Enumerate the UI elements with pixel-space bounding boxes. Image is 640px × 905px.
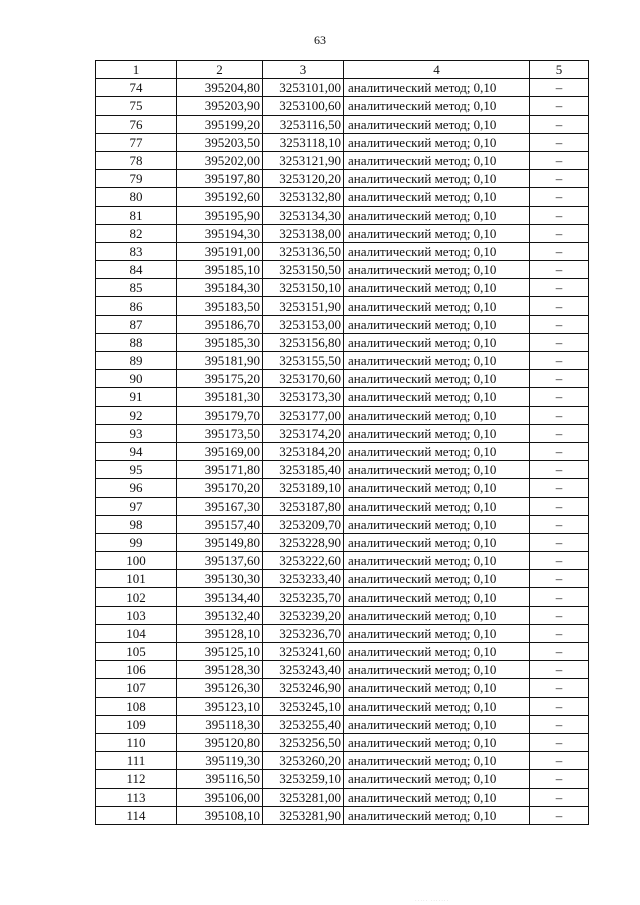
point-number-cell: 96 [96,479,177,497]
point-number-cell: 109 [96,715,177,733]
point-number-cell: 112 [96,770,177,788]
note-cell: – [530,733,589,751]
table-row [96,261,589,279]
note-cell: – [530,279,589,297]
method-accuracy-cell: аналитический метод; 0,10 [344,533,530,551]
table-row [96,442,589,460]
x-coordinate-cell: 395125,10 [177,643,263,661]
y-coordinate-cell: 3253173,30 [263,388,344,406]
x-coordinate-cell: 395128,10 [177,624,263,642]
table-row [96,479,589,497]
point-number-cell: 107 [96,679,177,697]
x-coordinate-cell: 395128,30 [177,661,263,679]
note-cell: – [530,697,589,715]
x-coordinate-cell: 395123,10 [177,697,263,715]
y-coordinate-cell: 3253209,70 [263,515,344,533]
note-cell: – [530,588,589,606]
table-row [96,224,589,242]
x-coordinate-cell: 395171,80 [177,461,263,479]
note-cell: – [530,788,589,806]
point-number-cell: 97 [96,497,177,515]
note-cell: – [530,479,589,497]
table-row [96,570,589,588]
table-row [96,170,589,188]
x-coordinate-cell: 395186,70 [177,315,263,333]
note-cell: – [530,461,589,479]
x-coordinate-cell: 395106,00 [177,788,263,806]
method-accuracy-cell: аналитический метод; 0,10 [344,315,530,333]
note-cell: – [530,643,589,661]
point-number-cell: 114 [96,806,177,824]
y-coordinate-cell: 3253255,40 [263,715,344,733]
method-accuracy-cell: аналитический метод; 0,10 [344,388,530,406]
point-number-cell: 105 [96,643,177,661]
note-cell: – [530,151,589,169]
point-number-cell: 102 [96,588,177,606]
note-cell: – [530,679,589,697]
method-accuracy-cell: аналитический метод; 0,10 [344,770,530,788]
method-accuracy-cell: аналитический метод; 0,10 [344,497,530,515]
y-coordinate-cell: 3253260,20 [263,752,344,770]
method-accuracy-cell: аналитический метод; 0,10 [344,224,530,242]
note-cell: – [530,770,589,788]
y-coordinate-cell: 3253222,60 [263,552,344,570]
header-col-5: 5 [530,61,589,79]
method-accuracy-cell: аналитический метод; 0,10 [344,442,530,460]
x-coordinate-cell: 395202,00 [177,151,263,169]
table-row [96,206,589,224]
header-col-3: 3 [263,61,344,79]
method-accuracy-cell: аналитический метод; 0,10 [344,333,530,351]
note-cell: – [530,442,589,460]
table-row [96,679,589,697]
y-coordinate-cell: 3253118,10 [263,133,344,151]
point-number-cell: 100 [96,552,177,570]
y-coordinate-cell: 3253150,50 [263,261,344,279]
note-cell: – [530,97,589,115]
point-number-cell: 83 [96,242,177,260]
x-coordinate-cell: 395116,50 [177,770,263,788]
note-cell: – [530,497,589,515]
method-accuracy-cell: аналитический метод; 0,10 [344,606,530,624]
method-accuracy-cell: аналитический метод; 0,10 [344,370,530,388]
table-row [96,352,589,370]
note-cell: – [530,570,589,588]
x-coordinate-cell: 395185,30 [177,333,263,351]
y-coordinate-cell: 3253187,80 [263,497,344,515]
x-coordinate-cell: 395181,30 [177,388,263,406]
table-row [96,315,589,333]
point-number-cell: 75 [96,97,177,115]
y-coordinate-cell: 3253174,20 [263,424,344,442]
point-number-cell: 106 [96,661,177,679]
x-coordinate-cell: 395185,10 [177,261,263,279]
y-coordinate-cell: 3253256,50 [263,733,344,751]
header-col-4: 4 [344,61,530,79]
x-coordinate-cell: 395170,20 [177,479,263,497]
note-cell: – [530,261,589,279]
note-cell: – [530,79,589,97]
x-coordinate-cell: 395167,30 [177,497,263,515]
x-coordinate-cell: 395130,30 [177,570,263,588]
method-accuracy-cell: аналитический метод; 0,10 [344,715,530,733]
method-accuracy-cell: аналитический метод; 0,10 [344,206,530,224]
point-number-cell: 89 [96,352,177,370]
y-coordinate-cell: 3253155,50 [263,352,344,370]
point-number-cell: 90 [96,370,177,388]
method-accuracy-cell: аналитический метод; 0,10 [344,424,530,442]
y-coordinate-cell: 3253134,30 [263,206,344,224]
note-cell: – [530,424,589,442]
y-coordinate-cell: 3253151,90 [263,297,344,315]
point-number-cell: 80 [96,188,177,206]
method-accuracy-cell: аналитический метод; 0,10 [344,133,530,151]
y-coordinate-cell: 3253259,10 [263,770,344,788]
method-accuracy-cell: аналитический метод; 0,10 [344,752,530,770]
x-coordinate-cell: 395192,60 [177,188,263,206]
method-accuracy-cell: аналитический метод; 0,10 [344,279,530,297]
table-row [96,297,589,315]
table-row [96,624,589,642]
note-cell: – [530,133,589,151]
point-number-cell: 108 [96,697,177,715]
table-row [96,333,589,351]
y-coordinate-cell: 3253100,60 [263,97,344,115]
y-coordinate-cell: 3253101,00 [263,79,344,97]
x-coordinate-cell: 395194,30 [177,224,263,242]
note-cell: – [530,333,589,351]
point-number-cell: 99 [96,533,177,551]
point-number-cell: 86 [96,297,177,315]
note-cell: – [530,624,589,642]
note-cell: – [530,224,589,242]
point-number-cell: 91 [96,388,177,406]
table-row [96,133,589,151]
note-cell: – [530,352,589,370]
x-coordinate-cell: 395199,20 [177,115,263,133]
point-number-cell: 111 [96,752,177,770]
x-coordinate-cell: 395175,20 [177,370,263,388]
table-row [96,752,589,770]
note-cell: – [530,388,589,406]
method-accuracy-cell: аналитический метод; 0,10 [344,151,530,169]
x-coordinate-cell: 395173,50 [177,424,263,442]
table-row [96,533,589,551]
x-coordinate-cell: 395132,40 [177,606,263,624]
point-number-cell: 88 [96,333,177,351]
point-number-cell: 98 [96,515,177,533]
point-number-cell: 93 [96,424,177,442]
x-coordinate-cell: 395181,90 [177,352,263,370]
method-accuracy-cell: аналитический метод; 0,10 [344,624,530,642]
table-row [96,715,589,733]
x-coordinate-cell: 395203,90 [177,97,263,115]
point-number-cell: 78 [96,151,177,169]
table-row [96,151,589,169]
table-row [96,643,589,661]
method-accuracy-cell: аналитический метод; 0,10 [344,552,530,570]
note-cell: – [530,715,589,733]
table-row [96,97,589,115]
table-row [96,424,589,442]
note-cell: – [530,606,589,624]
method-accuracy-cell: аналитический метод; 0,10 [344,297,530,315]
y-coordinate-cell: 3253246,90 [263,679,344,697]
y-coordinate-cell: 3253132,80 [263,188,344,206]
method-accuracy-cell: аналитический метод; 0,10 [344,170,530,188]
y-coordinate-cell: 3253116,50 [263,115,344,133]
note-cell: – [530,370,589,388]
method-accuracy-cell: аналитический метод; 0,10 [344,733,530,751]
point-number-cell: 87 [96,315,177,333]
point-number-cell: 81 [96,206,177,224]
y-coordinate-cell: 3253281,90 [263,806,344,824]
note-cell: – [530,315,589,333]
method-accuracy-cell: аналитический метод; 0,10 [344,588,530,606]
header-col-1: 1 [96,61,177,79]
method-accuracy-cell: аналитический метод; 0,10 [344,115,530,133]
method-accuracy-cell: аналитический метод; 0,10 [344,788,530,806]
table-row [96,552,589,570]
method-accuracy-cell: аналитический метод; 0,10 [344,679,530,697]
table-row [96,406,589,424]
y-coordinate-cell: 3253185,40 [263,461,344,479]
point-number-cell: 110 [96,733,177,751]
table-row [96,388,589,406]
y-coordinate-cell: 3253184,20 [263,442,344,460]
x-coordinate-cell: 395169,00 [177,442,263,460]
table-row [96,806,589,824]
method-accuracy-cell: аналитический метод; 0,10 [344,261,530,279]
header-col-2: 2 [177,61,263,79]
method-accuracy-cell: аналитический метод; 0,10 [344,806,530,824]
point-number-cell: 95 [96,461,177,479]
method-accuracy-cell: аналитический метод; 0,10 [344,461,530,479]
x-coordinate-cell: 395197,80 [177,170,263,188]
point-number-cell: 113 [96,788,177,806]
y-coordinate-cell: 3253233,40 [263,570,344,588]
y-coordinate-cell: 3253239,20 [263,606,344,624]
method-accuracy-cell: аналитический метод; 0,10 [344,515,530,533]
point-number-cell: 79 [96,170,177,188]
method-accuracy-cell: аналитический метод; 0,10 [344,242,530,260]
x-coordinate-cell: 395195,90 [177,206,263,224]
y-coordinate-cell: 3253121,90 [263,151,344,169]
y-coordinate-cell: 3253156,80 [263,333,344,351]
x-coordinate-cell: 395157,40 [177,515,263,533]
x-coordinate-cell: 395137,60 [177,552,263,570]
x-coordinate-cell: 395149,80 [177,533,263,551]
y-coordinate-cell: 3253136,50 [263,242,344,260]
y-coordinate-cell: 3253177,00 [263,406,344,424]
method-accuracy-cell: аналитический метод; 0,10 [344,97,530,115]
note-cell: – [530,242,589,260]
point-number-cell: 77 [96,133,177,151]
table-row [96,242,589,260]
table-row [96,188,589,206]
table-row [96,606,589,624]
table-row [96,697,589,715]
note-cell: – [530,661,589,679]
table-row [96,497,589,515]
y-coordinate-cell: 3253235,70 [263,588,344,606]
y-coordinate-cell: 3253153,00 [263,315,344,333]
table-row [96,115,589,133]
table-row [96,461,589,479]
table-row [96,588,589,606]
method-accuracy-cell: аналитический метод; 0,10 [344,661,530,679]
point-number-cell: 101 [96,570,177,588]
y-coordinate-cell: 3253228,90 [263,533,344,551]
x-coordinate-cell: 395183,50 [177,297,263,315]
table-row [96,661,589,679]
x-coordinate-cell: 395203,50 [177,133,263,151]
point-number-cell: 74 [96,79,177,97]
note-cell: – [530,206,589,224]
y-coordinate-cell: 3253189,10 [263,479,344,497]
note-cell: – [530,297,589,315]
y-coordinate-cell: 3253243,40 [263,661,344,679]
point-number-cell: 76 [96,115,177,133]
scan-artifact: ····· ······· [415,899,450,904]
x-coordinate-cell: 395119,30 [177,752,263,770]
page-number: 63 [314,33,326,47]
y-coordinate-cell: 3253245,10 [263,697,344,715]
x-coordinate-cell: 395108,10 [177,806,263,824]
x-coordinate-cell: 395184,30 [177,279,263,297]
x-coordinate-cell: 395126,30 [177,679,263,697]
y-coordinate-cell: 3253120,20 [263,170,344,188]
point-number-cell: 103 [96,606,177,624]
point-number-cell: 94 [96,442,177,460]
note-cell: – [530,806,589,824]
note-cell: – [530,406,589,424]
method-accuracy-cell: аналитический метод; 0,10 [344,479,530,497]
y-coordinate-cell: 3253281,00 [263,788,344,806]
method-accuracy-cell: аналитический метод; 0,10 [344,188,530,206]
method-accuracy-cell: аналитический метод; 0,10 [344,697,530,715]
x-coordinate-cell: 395118,30 [177,715,263,733]
method-accuracy-cell: аналитический метод; 0,10 [344,79,530,97]
note-cell: – [530,752,589,770]
note-cell: – [530,515,589,533]
x-coordinate-cell: 395204,80 [177,79,263,97]
y-coordinate-cell: 3253236,70 [263,624,344,642]
y-coordinate-cell: 3253170,60 [263,370,344,388]
y-coordinate-cell: 3253241,60 [263,643,344,661]
y-coordinate-cell: 3253150,10 [263,279,344,297]
method-accuracy-cell: аналитический метод; 0,10 [344,406,530,424]
point-number-cell: 84 [96,261,177,279]
x-coordinate-cell: 395120,80 [177,733,263,751]
note-cell: – [530,533,589,551]
table-row [96,79,589,97]
table-row [96,788,589,806]
x-coordinate-cell: 395179,70 [177,406,263,424]
note-cell: – [530,170,589,188]
header-row [96,61,589,79]
table-body [96,79,589,825]
note-cell: – [530,552,589,570]
y-coordinate-cell: 3253138,00 [263,224,344,242]
table-row [96,770,589,788]
note-cell: – [530,115,589,133]
table-row [96,370,589,388]
point-number-cell: 104 [96,624,177,642]
table-row [96,733,589,751]
method-accuracy-cell: аналитический метод; 0,10 [344,352,530,370]
point-number-cell: 82 [96,224,177,242]
x-coordinate-cell: 395134,40 [177,588,263,606]
method-accuracy-cell: аналитический метод; 0,10 [344,643,530,661]
method-accuracy-cell: аналитический метод; 0,10 [344,570,530,588]
table-row [96,515,589,533]
x-coordinate-cell: 395191,00 [177,242,263,260]
table-row [96,279,589,297]
point-number-cell: 92 [96,406,177,424]
note-cell: – [530,188,589,206]
table-header [96,61,589,79]
coordinates-table [95,60,589,825]
point-number-cell: 85 [96,279,177,297]
